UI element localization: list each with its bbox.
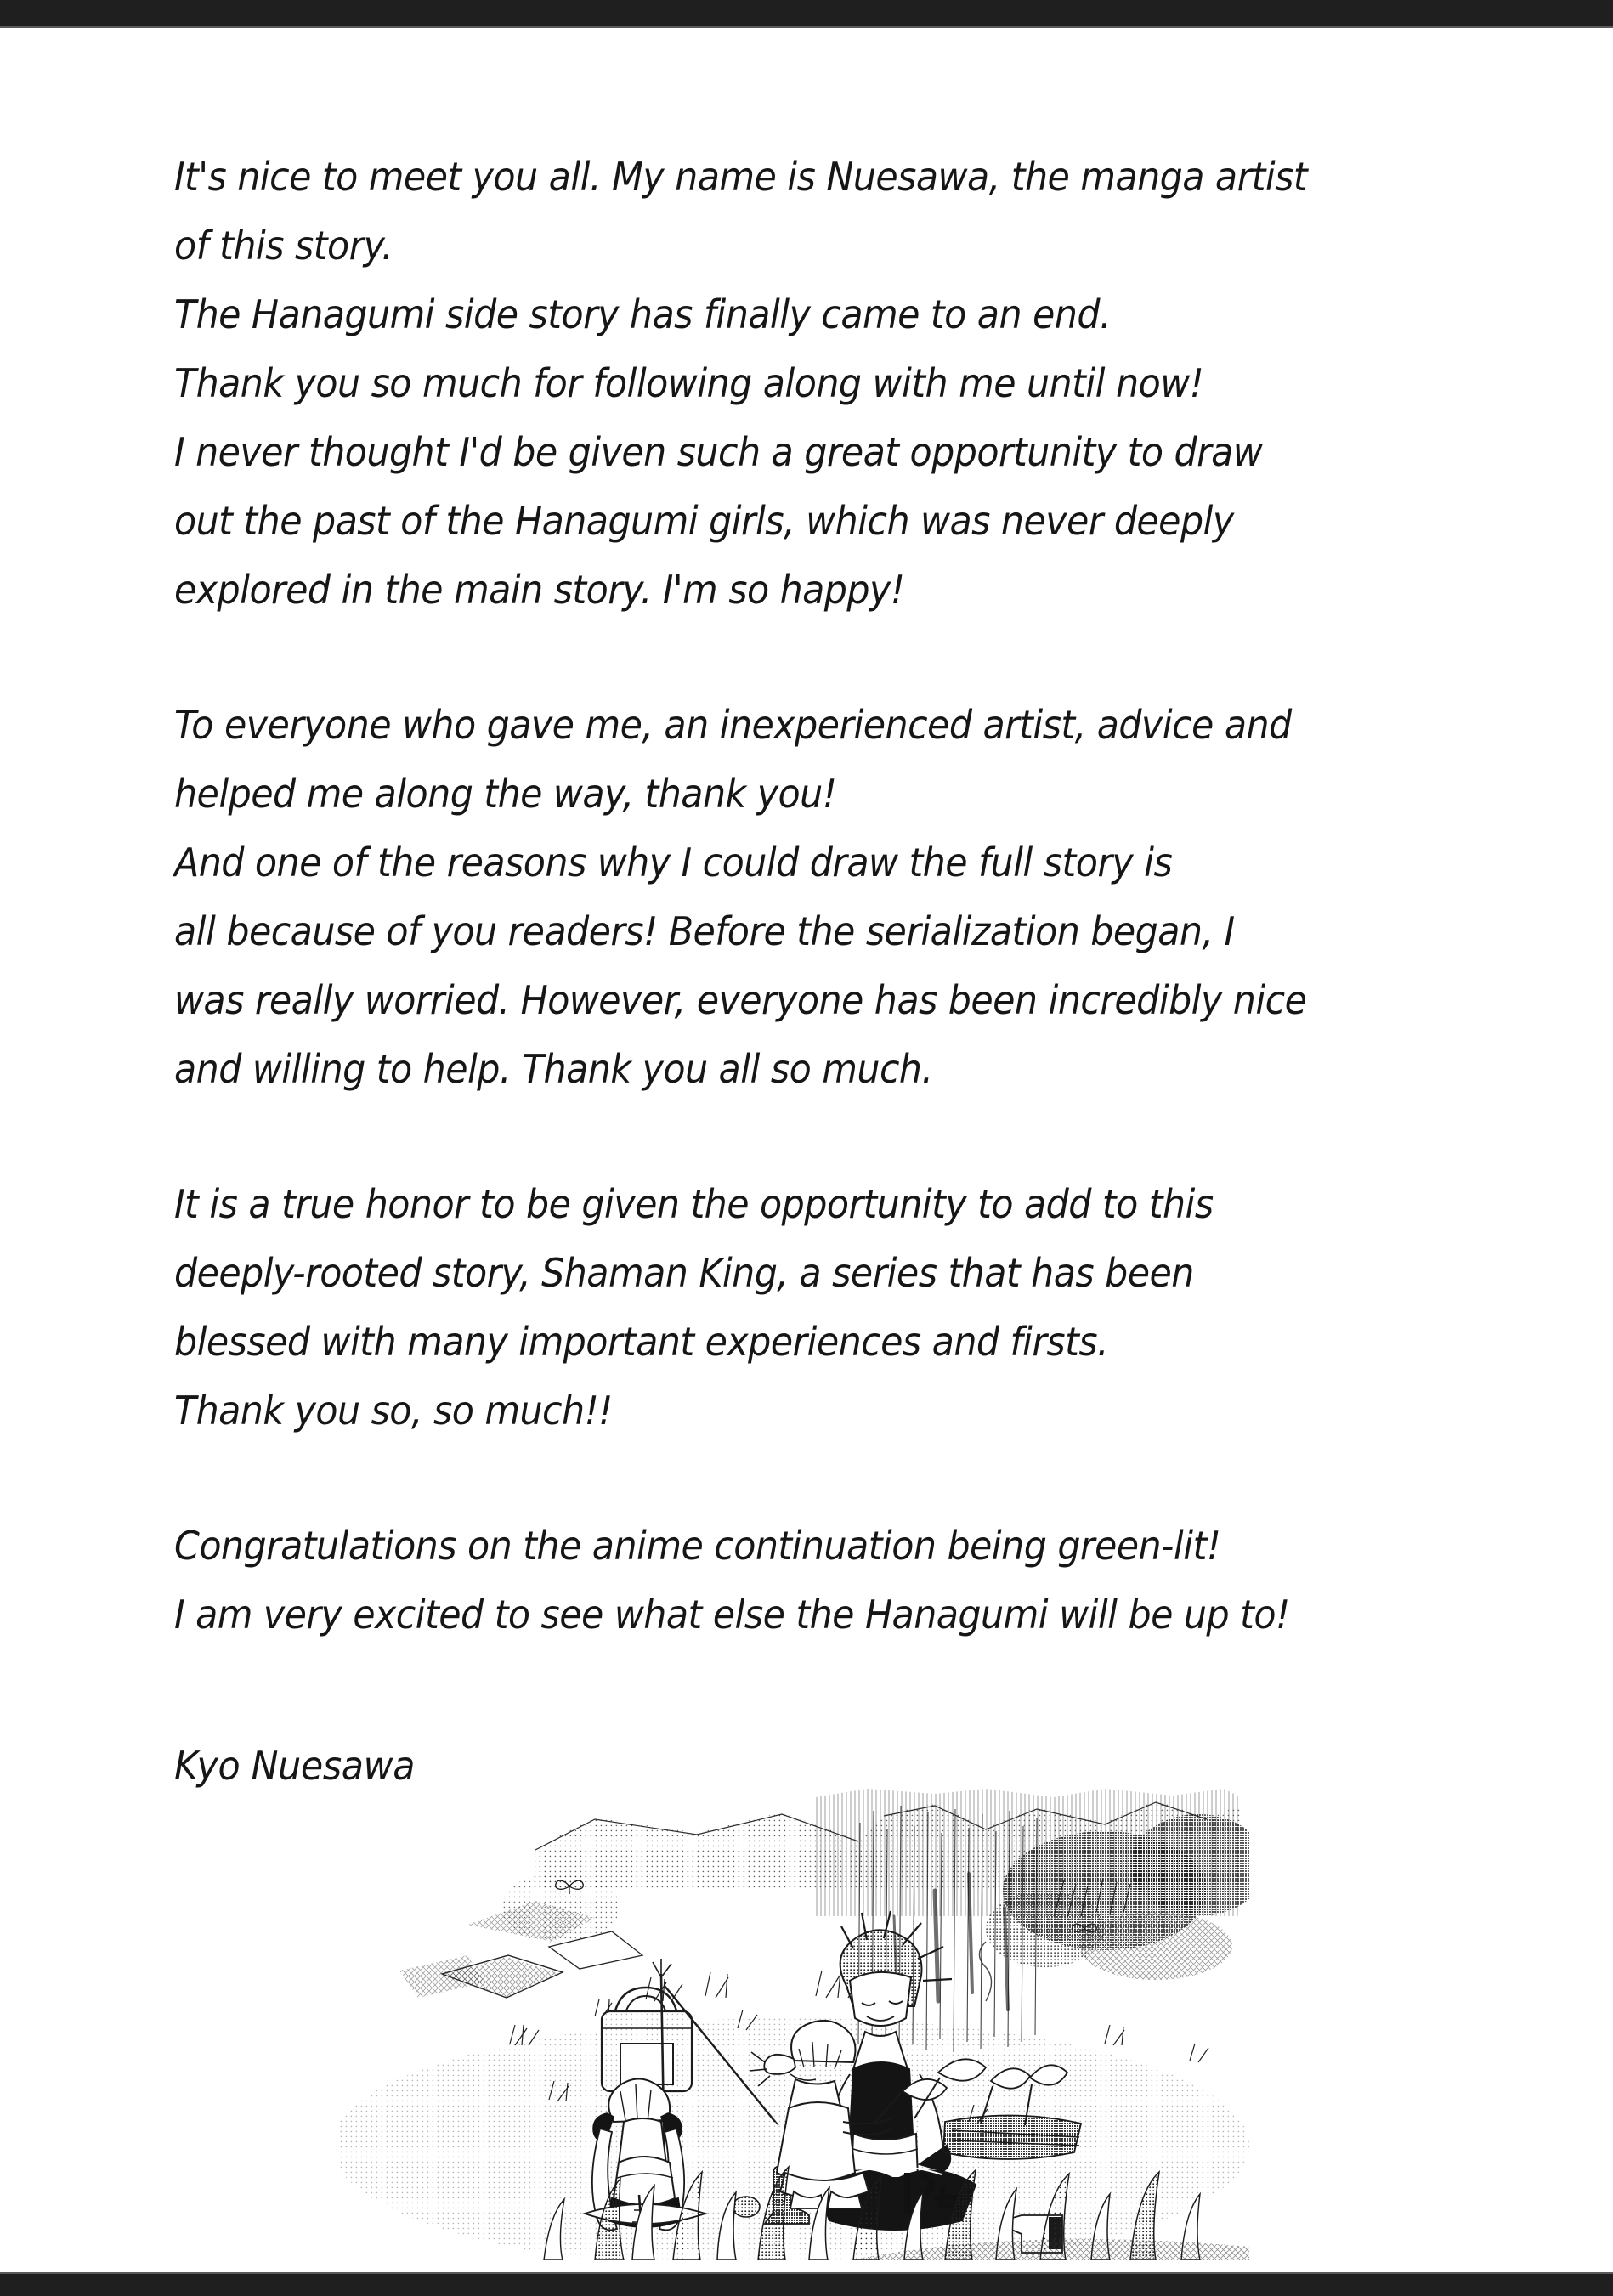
letter-line: The Hanagumi side story has finally came to an end. [174, 291, 1112, 337]
letter-line: And one of the reasons why I could draw the full story is [174, 840, 1173, 885]
letter-line: blessed with many important experiences and firsts. [174, 1319, 1109, 1365]
letter-line: and willing to help. Thank you all so much. [174, 1046, 933, 1092]
letter-line: Congratulations on the anime continuation being green-lit! [174, 1523, 1221, 1569]
letter-line: Thank you so, so much!! [174, 1388, 613, 1434]
bottom-letterbox-band [0, 2274, 1613, 2296]
letter-line: It is a true honor to be given the opportunity to add to this [174, 1181, 1214, 1227]
afterword-illustration [340, 1789, 1249, 2260]
letter-line: explored in the main story. I'm so happy! [174, 567, 905, 613]
letter-line: all because of you readers! Before the serialization began, I [174, 908, 1235, 954]
afterword-letter [174, 143, 1381, 1649]
letter-line: I never thought I'd be given such a great opportunity to draw [174, 429, 1263, 475]
letter-line: It's nice to meet you all. My name is Nuesawa, the manga artist [174, 154, 1308, 200]
paragraph-thanks-to-helpers [174, 691, 1381, 1104]
letter-line: helped me along the way, thank you! [174, 771, 837, 817]
author-signature: Kyo Nuesawa [174, 1743, 416, 1789]
letter-line: To everyone who gave me, an inexperienced artist, advice and [174, 702, 1292, 748]
top-band-rule [0, 26, 1613, 28]
letter-line: deeply-rooted story, Shaman King, a series that has been [174, 1250, 1194, 1296]
paragraph-intro [174, 143, 1381, 625]
letter-line: Thank you so much for following along with me until now! [174, 360, 1204, 406]
letter-line: of this story. [174, 223, 393, 269]
paragraph-honor [174, 1170, 1381, 1445]
letter-line: out the past of the Hanagumi girls, which was never deeply [174, 498, 1234, 544]
letter-line: I am very excited to see what else the Hanagumi will be up to! [174, 1592, 1290, 1637]
top-letterbox-band [0, 0, 1613, 26]
paragraph-congratulations [174, 1512, 1381, 1649]
letter-line: was really worried. However, everyone has been incredibly nice [174, 977, 1307, 1023]
signature-block [174, 1740, 433, 1791]
